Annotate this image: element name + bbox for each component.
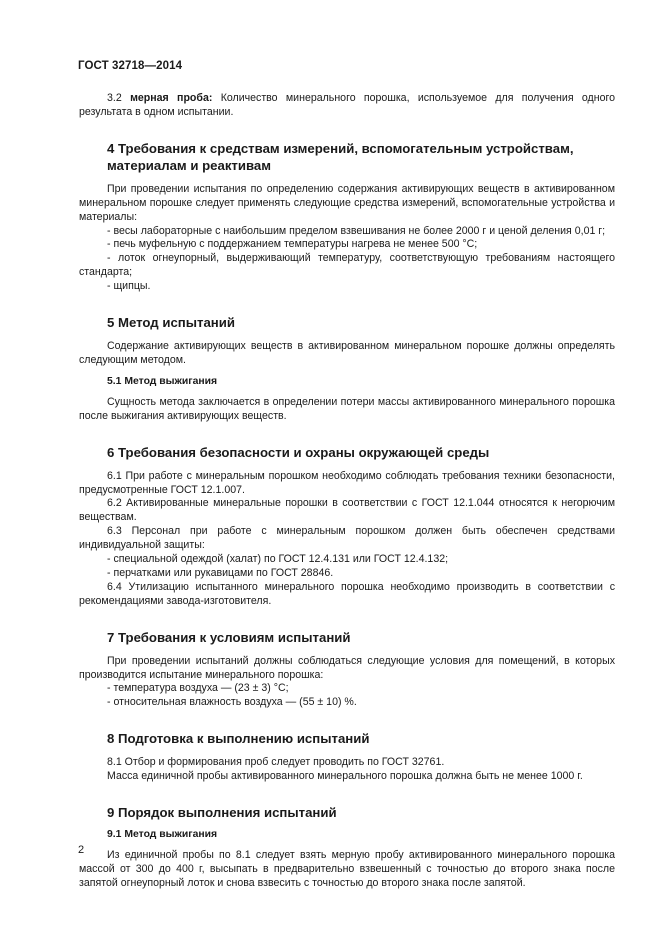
list-item: - щипцы. [107,280,151,293]
section-4-title: 4 Требования к средствам измерений, вспомогательным устройствам, материалам и реактивам [107,140,574,173]
section-8-title: 8 Подготовка к выполнению испытаний [107,731,370,747]
clause-6-1: 6.1 При работе с минеральным порошком необходимо соблюдать требования техники безопасности, предусмотренные ГОСТ 12.1.007. [79,469,615,496]
list-item: - лоток огнеупорный, выдерживающий температуру, соответствующую требованиям настоящего стандарта; [79,252,615,279]
clause-6-3: 6.3 Персонал при работе с минеральным порошком должен быть обеспечен средствами индивидуальной защиты: [79,525,615,552]
subsection-9-1-text: Из единичной пробы по 8.1 следует взять мерную пробу активированного минерального порошка массой от 300 до 400 г, высыпать в предварительно взвешенный с точностью до второго знака после запятой огнеупорный лоток и снова взвесить с точностью до второго знака после запятой. [79,849,615,889]
list-item: - специальной одеждой (халат) по ГОСТ 12.4.131 или ГОСТ 12.4.132; [107,553,449,566]
subsection-9-1-title: 9.1 Метод выжигания [107,829,218,841]
list-item: - температура воздуха — (23 ± 3) °С; [107,682,289,695]
list-item: - относительная влажность воздуха — (55 ± 10) %. [107,696,357,709]
section-6-title: 6 Требования безопасности и охраны окружающей среды [107,444,490,460]
section-7-intro: При проведении испытаний должны соблюдаться следующие условия для помещений, в которых производится испытание минерального порошка: [79,654,615,681]
clause-6-2: 6.2 Активированные минеральные порошки в соответствии с ГОСТ 12.1.044 относятся к негорючим веществам. [79,497,615,524]
section-7-title: 7 Требования к условиям испытаний [107,629,351,645]
document-header: ГОСТ 32718—2014 [78,60,183,72]
clause-6-4: 6.4 Утилизацию испытанного минерального порошка необходимо производить в соответствии с рекомендациями завода-изготовителя. [79,580,615,607]
page-number: 2 [78,844,85,856]
section-5-text: Содержание активирующих веществ в активированном минеральном порошке должны определять следующим методом. [79,340,615,366]
clause-8-1-mass: Масса единичной пробы активированного минерального порошка должна быть не менее 1000 г. [107,770,583,783]
section-9-title: 9 Порядок выполнения испытаний [107,805,337,821]
clause-3-2 [79,92,615,120]
clause-3-2-term: мерная проба: [130,92,213,104]
list-item: - печь муфельную с поддержанием температуры нагрева не менее 500 °С; [107,238,478,251]
clause-3-2-text: Количество минерального порошка, используемое для получения одного результата в одном испытании. [79,92,615,118]
subsection-5-1-text: Сущность метода заключается в определении потери массы активированного минерального порошка после выжигания активирующих веществ. [79,395,615,422]
document-body [79,92,615,891]
section-4-intro: При проведении испытания по определению содержания активирующих веществ в активированном минеральном порошке следует применять следующие средства измерений, вспомогательные устройства и материалы: [79,182,615,223]
list-item: - перчатками или рукавицами по ГОСТ 28846. [107,566,334,579]
clause-8-1: 8.1 Отбор и формирования проб следует проводить по ГОСТ 32761. [107,756,445,769]
clause-3-2-number: 3.2 [107,92,122,104]
section-5-title: 5 Метод испытаний [107,315,235,331]
subsection-5-1-title: 5.1 Метод выжигания [107,375,218,387]
list-item: - весы лабораторные с наибольшим пределом взвешивания не более 2000 г и ценой деления 0,01 г; [107,224,606,237]
